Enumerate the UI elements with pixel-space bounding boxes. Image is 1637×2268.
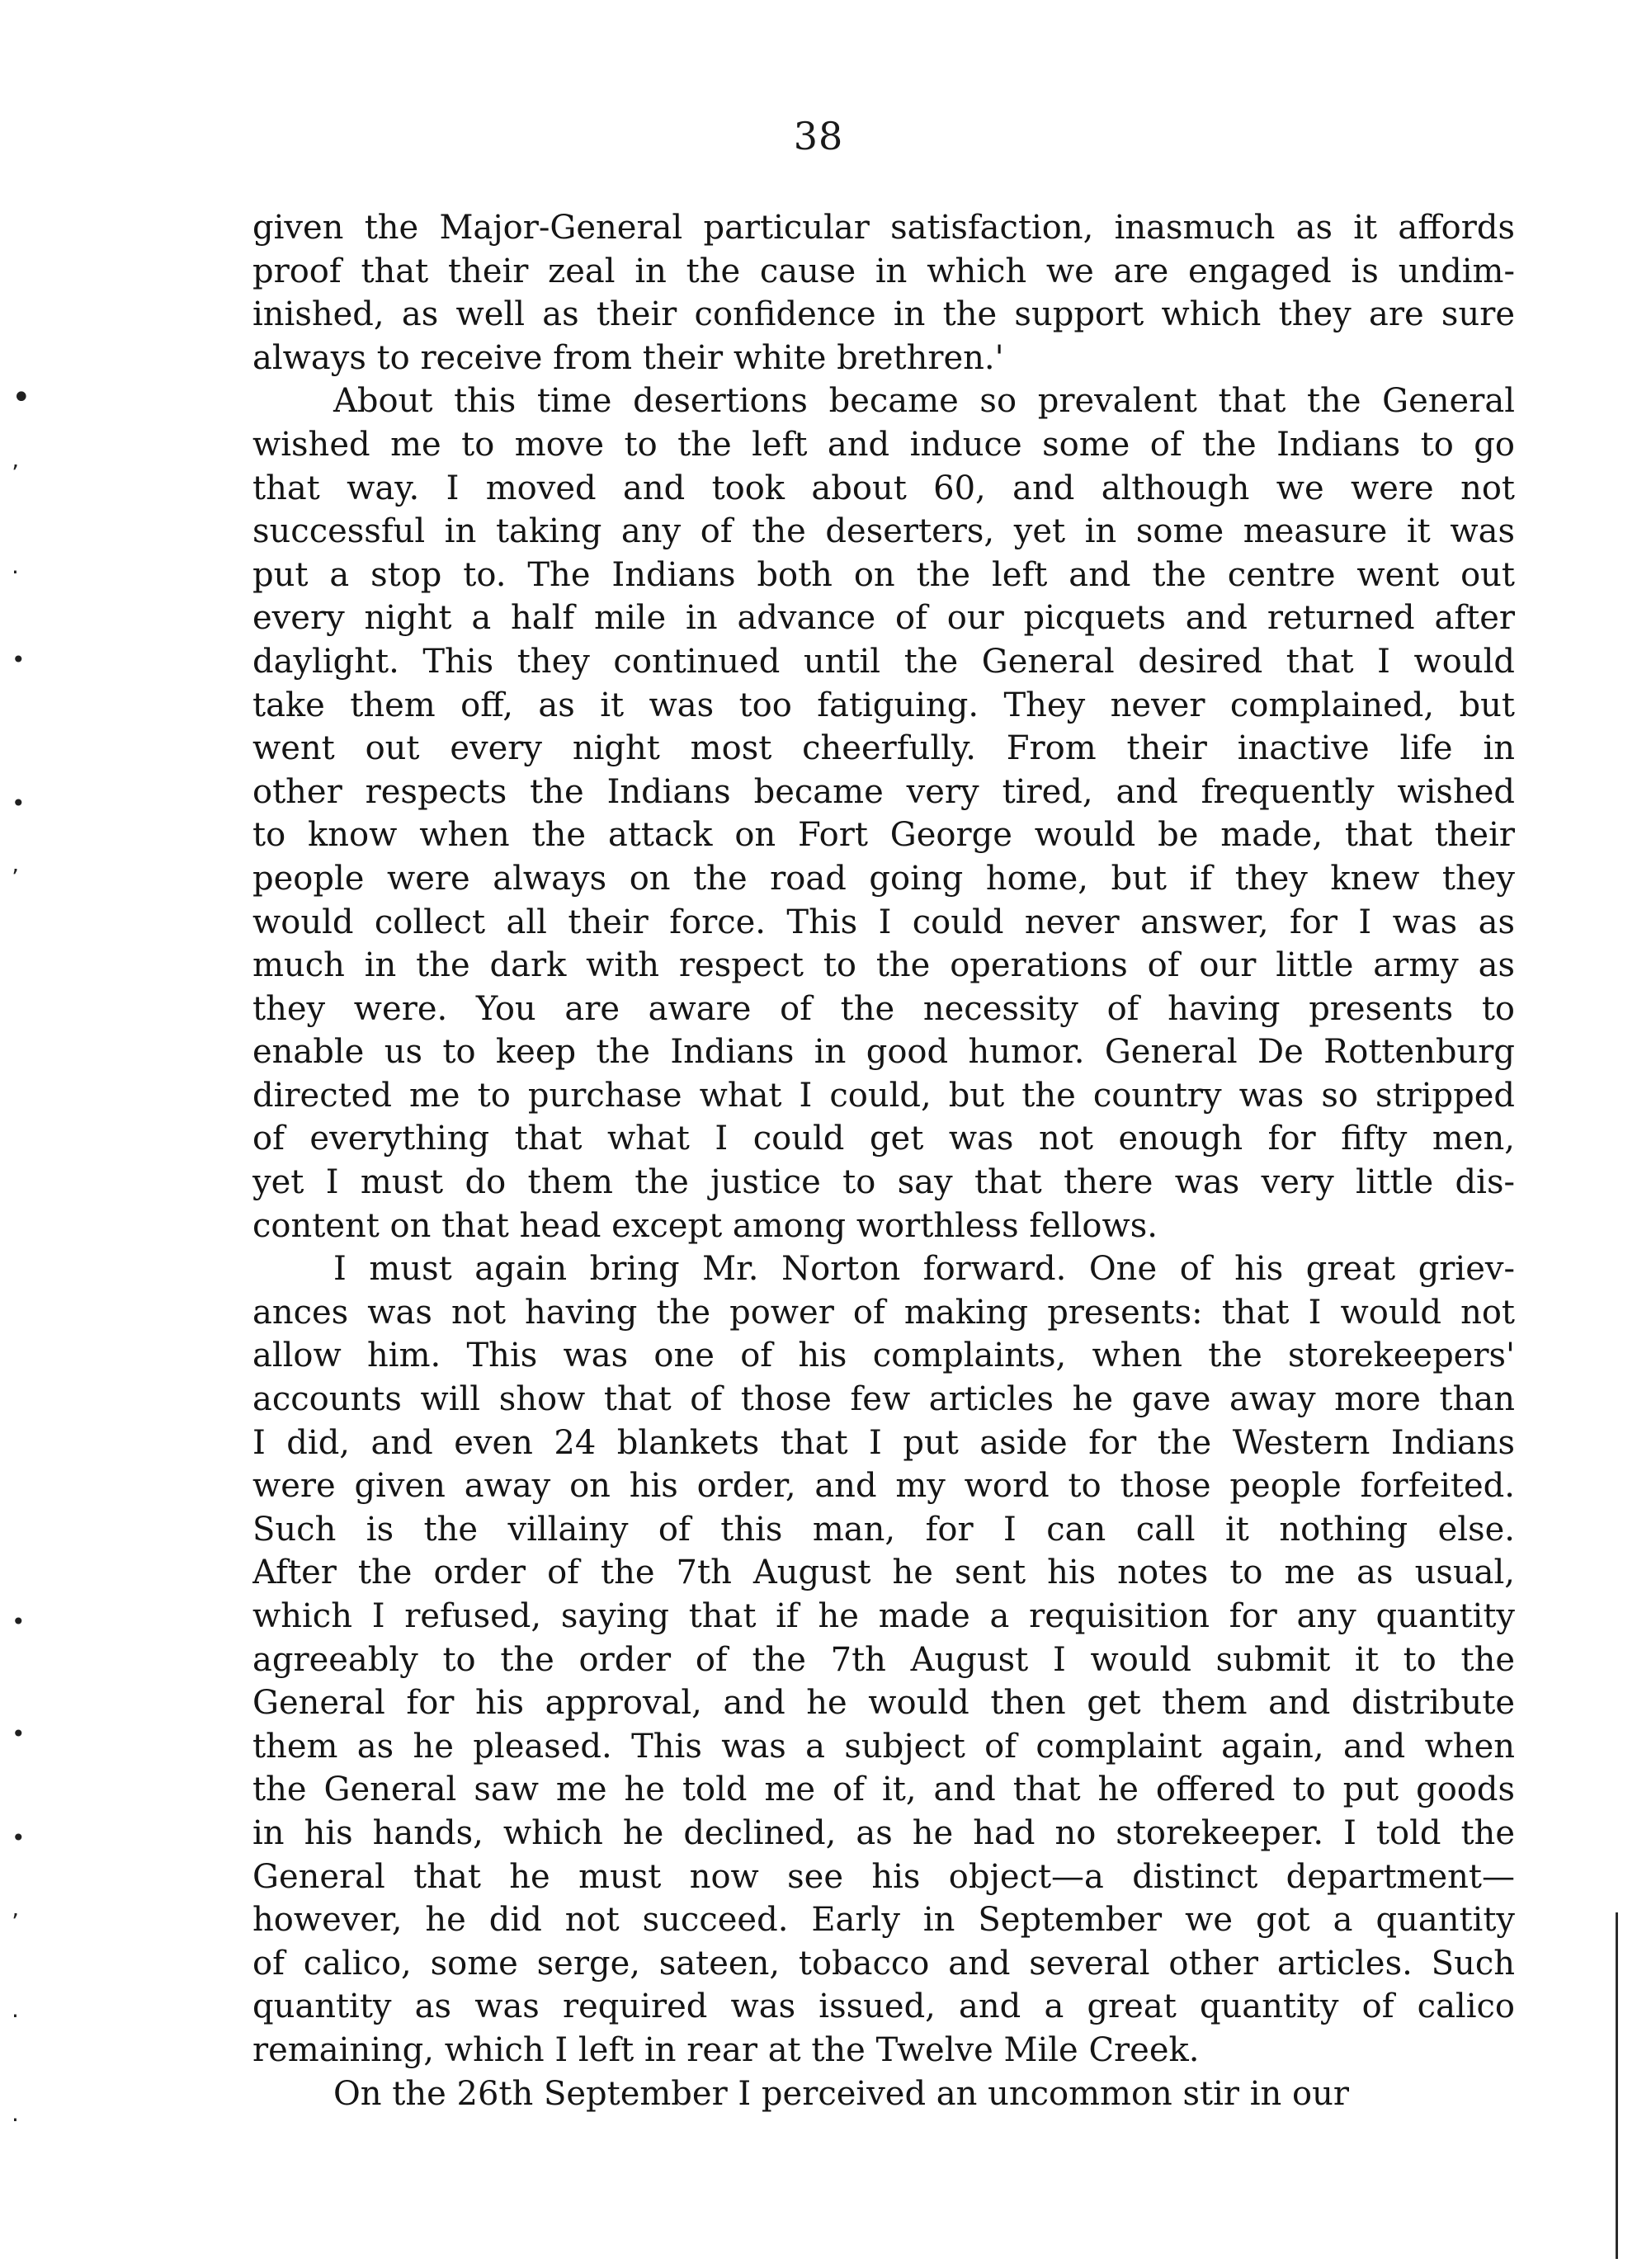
text-line: people were always on the road going home, but if they knew they [252, 859, 1515, 898]
margin-speck: • [12, 1824, 26, 1851]
margin-speck: ’ [12, 1908, 19, 1936]
text-line: much in the dark with respect to the operations of our little army as [252, 946, 1515, 985]
margin-speck: · [12, 2106, 19, 2134]
text-line: of calico, some serge, sateen, tobacco and several other articles. Such [252, 1944, 1515, 1983]
margin-speck: ’ [12, 460, 19, 487]
margin-speck: · [12, 559, 19, 586]
text-line: Such is the villainy of this man, for I can call it nothing else. [252, 1510, 1515, 1549]
text-line: I must again bring Mr. Norton forward. One of his great griev- [333, 1250, 1515, 1289]
paragraph [252, 206, 1515, 380]
text-line: put a stop to. The Indians both on the left and the centre went out [252, 555, 1515, 594]
text-line: which I refused, saying that if he made a requisition for any quantity [252, 1597, 1515, 1635]
margin-speck: • [12, 790, 26, 817]
margin-speck: • [12, 646, 26, 673]
text-line: of everything that what I could get was not enough for fifty men, [252, 1120, 1515, 1158]
text-line: content on that head except among worthless fellows. [252, 1206, 1158, 1245]
text-line: every night a half mile in advance of our picquets and returned after [252, 599, 1515, 638]
text-line: yet I must do them the justice to say that there was very little dis- [252, 1163, 1515, 1202]
text-line: daylight. This they continued until the General desired that I would [252, 642, 1515, 681]
text-line: After the order of the 7th August he sent his notes to me as usual, [252, 1554, 1515, 1592]
margin-speck: • [12, 1608, 26, 1635]
text-line: that way. I moved and took about 60, and although we were not [252, 469, 1515, 507]
text-line: proof that their zeal in the cause in which we are engaged is undim- [252, 252, 1515, 290]
text-line: agreeably to the order of the 7th August I would submit it to the [252, 1640, 1515, 1679]
paragraph [252, 2072, 1515, 2116]
paragraph [252, 380, 1515, 1247]
body-text [252, 206, 1515, 2115]
text-line: remaining, which I left in rear at the Twelve Mile Creek. [252, 2030, 1200, 2069]
text-line: went out every night most cheerfully. From their inactive life in [252, 729, 1515, 768]
text-line: they were. You are aware of the necessity of having presents to [252, 989, 1515, 1028]
margin-speck: • [12, 379, 31, 417]
margin-specks [0, 0, 99, 2268]
text-line: however, he did not succeed. Early in September we got a quantity [252, 1901, 1515, 1940]
text-line: take them off, as it was too fatiguing. They never complained, but [252, 686, 1515, 724]
text-line: accounts will show that of those few articles he gave away more than [252, 1380, 1515, 1419]
text-line: wished me to move to the left and induce some of the Indians to go [252, 425, 1515, 464]
text-line: General for his approval, and he would then get them and distribute [252, 1684, 1515, 1723]
text-line: successful in taking any of the deserters, yet in some measure it was [252, 512, 1515, 551]
text-line: enable us to keep the Indians in good humor. General De Rottenburg [252, 1033, 1515, 1072]
margin-speck: • [12, 1720, 26, 1747]
text-line: always to receive from their white brethren.' [252, 338, 1004, 377]
text-line: inished, as well as their confidence in the support which they are sure [252, 295, 1515, 334]
text-line: in his hands, which he declined, as he had no storekeeper. I told the [252, 1813, 1515, 1852]
text-line: On the 26th September I perceived an uncommon stir in our [333, 2074, 1349, 2113]
text-line: directed me to purchase what I could, but the country was so stripped [252, 1076, 1515, 1115]
text-line: given the Major-General particular satisfaction, inasmuch as it affords [252, 209, 1515, 247]
text-line: them as he pleased. This was a subject of complaint again, and when [252, 1727, 1515, 1766]
text-line: would collect all their force. This I could never answer, for I was as [252, 903, 1515, 941]
text-line: ances was not having the power of making presents: that I would not [252, 1293, 1515, 1332]
paragraph [252, 1247, 1515, 2072]
text-line: quantity as was required was issued, and a great quantity of calico [252, 1987, 1515, 2026]
text-line: to know when the attack on Fort George would be made, that their [252, 816, 1515, 855]
page-edge-line [1616, 1912, 1618, 2259]
text-line: other respects the Indians became very tired, and frequently wished [252, 772, 1515, 811]
page-number: 38 [793, 114, 844, 158]
margin-speck: · [12, 2002, 19, 2030]
text-line: were given away on his order, and my word to those people forfeited. [252, 1467, 1515, 1506]
text-line: About this time desertions became so prevalent that the General [333, 382, 1515, 421]
margin-speck: ’ [12, 864, 19, 891]
text-line: I did, and even 24 blankets that I put aside for the Western Indians [252, 1423, 1515, 1462]
text-line: allow him. This was one of his complaints, when the storekeepers' [252, 1337, 1515, 1375]
text-line: the General saw me he told me of it, and that he offered to put goods [252, 1771, 1515, 1809]
text-line: General that he must now see his object—a distinct department— [252, 1857, 1515, 1896]
